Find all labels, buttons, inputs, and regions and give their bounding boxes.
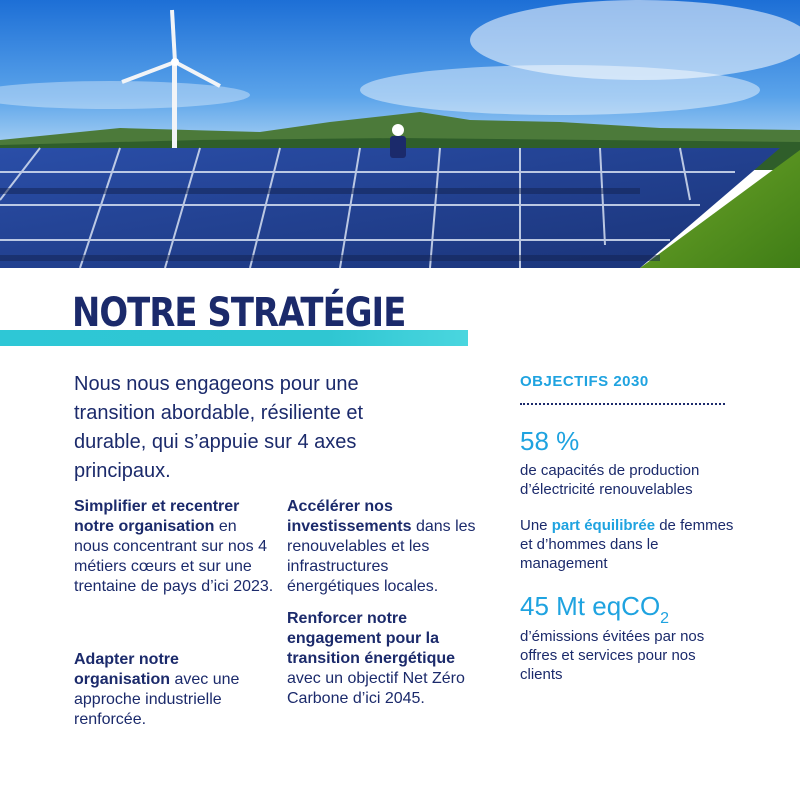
axis-text: dans les renouvelables et les infrastructures énergétiques locales. xyxy=(287,518,476,595)
page-title: NOTRE STRATÉGIE xyxy=(72,290,406,336)
kpi-renewables-value: 58 % xyxy=(520,426,580,456)
intro-paragraph: Nous nous engageons pour une transition abordable, résiliente et durable, qui s’appuie sur 4 axes principaux. xyxy=(74,373,364,482)
kpi-gender-post: de femmes et d’hommes dans le management xyxy=(520,517,734,572)
axis-accelerer xyxy=(287,497,482,597)
kpi-emissions-sub: 2 xyxy=(660,610,670,627)
worker-icon xyxy=(390,124,406,158)
axis-renforcer xyxy=(287,609,482,709)
axis-text: avec une approche industrielle renforcée. xyxy=(74,671,240,728)
axis-bold: Adapter notre organisation xyxy=(74,651,179,688)
axis-bold: Simplifier et recentrer notre organisation xyxy=(74,498,240,535)
objectives-divider xyxy=(520,403,725,405)
kpi-gender-pre: Une xyxy=(520,517,552,534)
title-block xyxy=(72,284,427,342)
kpi-emissions-main: 45 Mt eqCO xyxy=(520,591,661,621)
axis-bold: Renforcer notre engagement pour la transition énergétique xyxy=(287,610,456,667)
kpi-emissions-value xyxy=(520,591,669,628)
axis-adapter xyxy=(74,650,274,730)
axis-text: en nous concentrant sur nos 4 métiers cœurs et sur une trentaine de pays d’ici 2023. xyxy=(74,518,274,595)
kpi-gender-bold: part équilibrée xyxy=(551,517,656,534)
kpi-renewables-text: de capacités de production d’électricité renouvelables xyxy=(520,462,700,498)
kpi-gender-text xyxy=(520,516,740,573)
axis-simplifier xyxy=(74,497,274,597)
axis-bold: Accélérer nos investissements xyxy=(287,498,412,535)
axis-text: avec un objectif Net Zéro Carbone d’ici 2045. xyxy=(287,670,465,707)
objectives-heading: OBJECTIFS 2030 xyxy=(520,373,649,390)
kpi-emissions-text: d’émissions évitées par nos offres et services pour nos clients xyxy=(520,628,705,683)
hero-photo xyxy=(0,0,800,268)
